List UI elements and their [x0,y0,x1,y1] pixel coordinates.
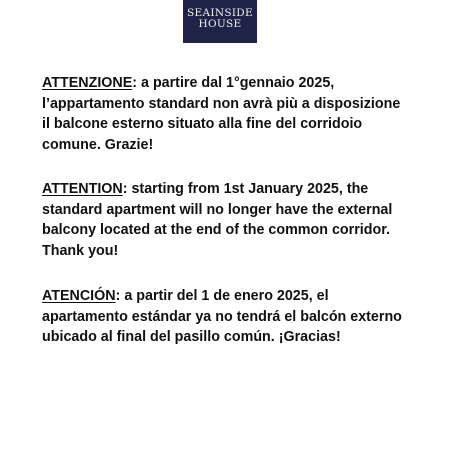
notice-italian-label: ATTENZIONE [42,75,133,91]
notice-english-label: ATTENTION [42,181,123,197]
logo-line-2: HOUSE [198,17,242,30]
notice-spanish [42,286,412,348]
notice-italian-body: : a partire dal 1°gennaio 2025, l’appartamento standard non avrà più a disposizione il balcone esterno situato alla fine del corridoio comune. Grazie! [42,75,401,153]
logo-line-1: SEAINSIDE [187,6,253,19]
notice-english [42,179,412,261]
seainside-house-logo [183,0,257,43]
notice-english-body: : starting from 1st January 2025, the standard apartment will no longer have the external balcony located at the end of the common corridor. Thank you! [42,181,393,259]
notice-spanish-label: ATENCIÓN [42,288,116,304]
notice-spanish-body: : a partir del 1 de enero 2025, el apartamento estándar ya no tendrá el balcón externo ubicado al final del pasillo común. ¡Gracias! [42,288,402,345]
notice-italian [42,73,412,155]
